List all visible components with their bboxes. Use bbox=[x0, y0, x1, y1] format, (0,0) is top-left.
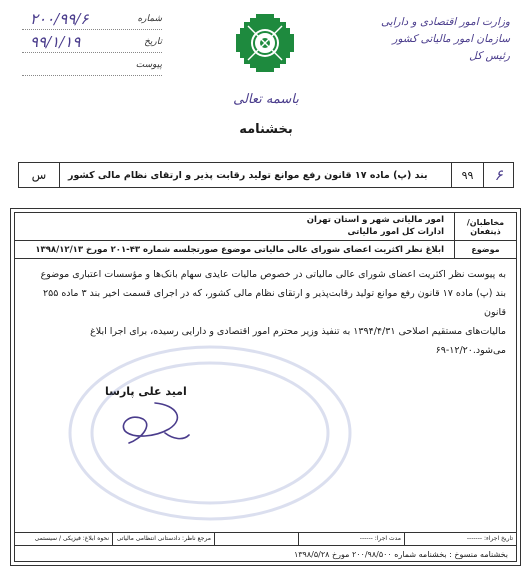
execution-period: مدت اجرا: ------ bbox=[298, 533, 404, 545]
date-row bbox=[22, 35, 162, 53]
superseded-circular-note: بخشنامه منسوخ : بخشنامه شماره ۲۰۰/۹۸/۵۰۰ مورخ ۱۳۹۸/۵/۲۸ bbox=[293, 550, 508, 559]
tax-organization-emblem-icon bbox=[234, 12, 296, 74]
circular-subject: بند (پ) ماده ۱۷ قانون رفع موانع تولید رقابت پذیر و ارتقای نظام مالی کشور bbox=[59, 163, 451, 187]
addressee-2: ادارات کل امور مالیاتی bbox=[347, 226, 444, 237]
execution-date: تاریخ اجراء: ------- bbox=[404, 533, 516, 545]
body-line-1: به پیوست نظر اکثریت اعضای شورای عالی مالیاتی در خصوص مالیات عایدی سهام بانک‌ها و مؤسسات اعتباری موضوع bbox=[40, 269, 506, 280]
attachment-row bbox=[22, 58, 162, 76]
supervising-authority: مرجع ناظر: دادستانی انتظامی مالیاتی bbox=[112, 533, 214, 545]
footer-blank-cell bbox=[214, 533, 298, 545]
position-title: رئیس کل bbox=[469, 50, 510, 62]
number-row bbox=[22, 12, 162, 30]
date-value: ۹۹/۱/۱۹ bbox=[30, 33, 81, 51]
attachment-label: پیوست bbox=[135, 60, 162, 70]
circular-subject-row bbox=[18, 162, 514, 188]
body-line-2: بند (پ) ماده ۱۷ قانون رفع موانع تولید رقابت‌پذیر و ارتقای نظام مالی کشور، که در اجرای قسمت اخیر بند ۳ ماده ۲۵۵ قانون bbox=[43, 288, 506, 318]
signer-name: امید علی پارسا bbox=[105, 385, 187, 398]
subject-text: ابلاغ نظر اکثریت اعضای شورای عالی مالیاتی موضوع صورتجلسه شماره ۴۳-۲۰۱ مورخ ۱۳۹۸/۱۲/۱۳ bbox=[35, 245, 444, 255]
bismillah: باسمه تعالی bbox=[233, 92, 299, 107]
addressees-list bbox=[307, 215, 444, 238]
official-stamp-watermark bbox=[60, 338, 360, 528]
addressees-row bbox=[15, 213, 516, 241]
subject-row bbox=[15, 241, 516, 259]
number-label: شماره bbox=[137, 14, 162, 24]
body-line-3: مالیات‌های مستقیم اصلاحی ۱۳۹۴/۴/۳۱ به تنفیذ وزیر محترم امور اقتصادی و دارایی رسیده، برای اجرا ابلاغ می‌شود.۱۲/۲۰-۶۹ bbox=[90, 326, 506, 356]
document-metadata bbox=[22, 12, 162, 81]
circular-number: ۶ bbox=[483, 163, 513, 187]
addressees-label: مخاطبان/ذینفعان bbox=[454, 213, 516, 240]
date-label: تاریخ bbox=[144, 37, 162, 47]
subject-label: موضوع bbox=[454, 241, 516, 258]
number-value: ۲۰۰/۹۹/۶ bbox=[30, 10, 89, 28]
ministry-name: وزارت امور اقتصادی و دارایی bbox=[380, 16, 510, 28]
delivery-method: نحوه ابلاغ: فیزیکی / سیستمی bbox=[34, 535, 109, 542]
circular-year-code: ۹۹ bbox=[451, 163, 483, 187]
addressee-1: امور مالیاتی شهر و استان تهران bbox=[306, 215, 444, 225]
ministry-header bbox=[360, 14, 510, 65]
footer-row bbox=[15, 532, 516, 546]
circular-letter-code: س bbox=[31, 168, 47, 182]
organization-name: سازمان امور مالیاتی کشور bbox=[392, 33, 510, 45]
document-title: بخشنامه bbox=[239, 122, 293, 137]
